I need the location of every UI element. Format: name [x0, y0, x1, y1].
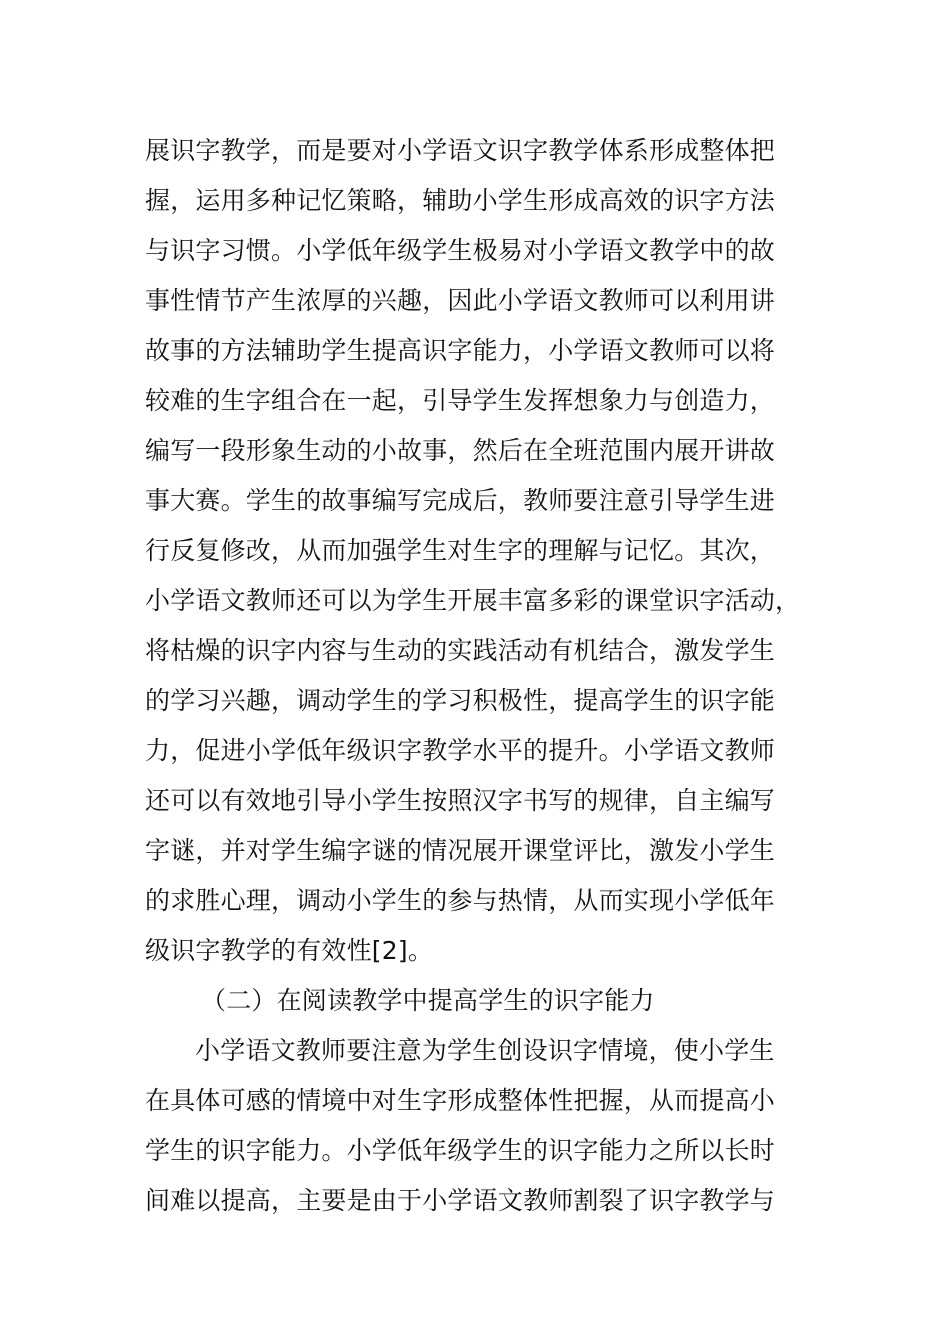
section-heading: （二）在阅读教学中提高学生的识字能力 — [201, 986, 655, 1015]
paragraph-1 — [145, 126, 805, 976]
text-line: 事大赛。学生的故事编写完成后，教师要注意引导学生进 — [145, 486, 776, 515]
text-line: 将枯燥的识字内容与生动的实践活动有机结合，激发学生 — [145, 636, 776, 665]
text-line: 小学语文教师还可以为学生开展丰富多彩的课堂识字活动， — [145, 586, 801, 615]
text-line: 行反复修改，从而加强学生对生字的理解与记忆。其次， — [145, 536, 776, 565]
text-line: 小学语文教师要注意为学生创设识字情境，使小学生 — [195, 1036, 775, 1065]
text-line: 与识字习惯。小学低年级学生极易对小学语文教学中的故 — [145, 236, 776, 265]
text-line: 间难以提高，主要是由于小学语文教师割裂了识字教学与 — [145, 1186, 776, 1215]
text-line: 编写一段形象生动的小故事，然后在全班范围内展开讲故 — [145, 436, 776, 465]
text-line: 的学习兴趣，调动学生的学习积极性，提高学生的识字能 — [145, 686, 776, 715]
text-line: 级识字教学的有效性[2]。 — [145, 936, 434, 965]
text-line: 展识字教学，而是要对小学语文识字教学体系形成整体把 — [145, 136, 776, 165]
text-line: 故事的方法辅助学生提高识字能力，小学语文教师可以将 — [145, 336, 776, 365]
text-line: 较难的生字组合在一起，引导学生发挥想象力与创造力， — [145, 386, 776, 415]
text-line: 字谜，并对学生编字谜的情况展开课堂评比，激发小学生 — [145, 836, 776, 865]
document-body — [145, 126, 805, 1226]
text-line: 在具体可感的情境中对生字形成整体性把握，从而提高小 — [145, 1086, 776, 1115]
text-line: 学生的识字能力。小学低年级学生的识字能力之所以长时 — [145, 1136, 776, 1165]
text-line: 力，促进小学低年级识字教学水平的提升。小学语文教师 — [145, 736, 776, 765]
text-line: 事性情节产生浓厚的兴趣，因此小学语文教师可以利用讲 — [145, 286, 776, 315]
text-line: 的求胜心理，调动小学生的参与热情，从而实现小学低年 — [145, 886, 776, 915]
paragraph-2 — [145, 1026, 805, 1226]
text-line: 还可以有效地引导小学生按照汉字书写的规律，自主编写 — [145, 786, 776, 815]
text-line: 握，运用多种记忆策略，辅助小学生形成高效的识字方法 — [145, 186, 776, 215]
